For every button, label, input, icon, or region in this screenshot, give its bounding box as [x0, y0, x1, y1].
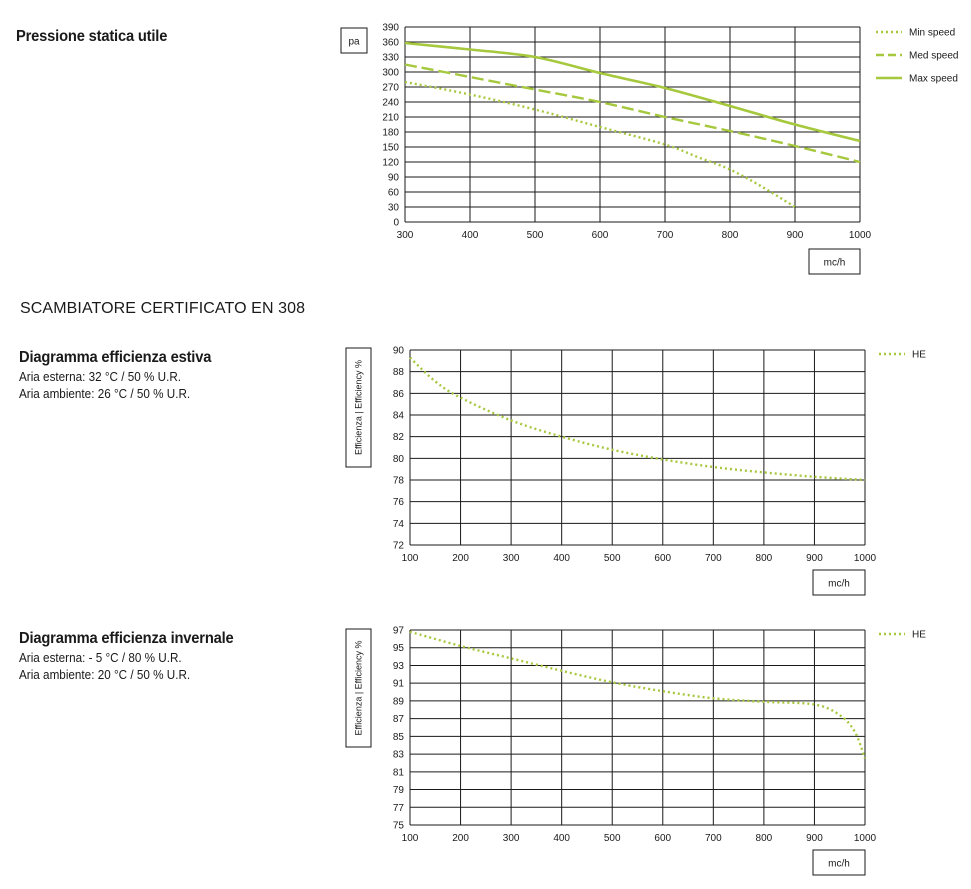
chart-1-y-tick-label: 60	[387, 187, 399, 199]
chart-1-y-tick-label: 120	[382, 157, 399, 169]
chart-1-y-tick-label: 150	[382, 142, 399, 154]
chart-1-x-tick-label: 900	[786, 230, 804, 241]
chart-2-y-tick-label: 86	[392, 388, 404, 400]
chart-3-x-tick-label: 900	[806, 833, 823, 844]
chart-3-subtitle-1: Aria esterna: - 5 °C / 80 % U.R.	[19, 650, 182, 665]
chart-1-series-line-max-speed	[405, 43, 860, 141]
chart-2-x-tick-label: 200	[452, 553, 469, 564]
chart-1-y-tick-label: 210	[382, 112, 399, 124]
chart-3-x-tick-label: 200	[452, 833, 469, 844]
chart-2-x-tick-label: 1000	[853, 553, 877, 564]
chart-1-legend-label-min-speed: Min speed	[909, 27, 956, 39]
chart-3-y-tick-label: 95	[392, 643, 404, 655]
chart-3-x-tick-label: 700	[704, 833, 722, 844]
chart-1-y-tick-label: 240	[382, 97, 399, 109]
chart-1-legend-label-med-speed: Med speed	[909, 50, 959, 62]
chart-2-y-tick-label: 88	[392, 367, 404, 379]
chart-3-x-tick-label: 400	[553, 833, 571, 844]
chart-2-y-axis-label: Efficienza | Efficiency %	[353, 359, 364, 456]
chart-3-y-tick-label: 83	[392, 749, 404, 761]
chart-3-x-tick-label: 1000	[853, 833, 877, 844]
chart-2-x-tick-label: 500	[603, 553, 621, 564]
chart-3-series-line-he	[410, 632, 865, 759]
chart-2-y-tick-label: 72	[392, 540, 404, 552]
chart-2-series-line-he	[410, 358, 865, 480]
chart-3-y-tick-label: 81	[392, 767, 404, 779]
chart-2-y-tick-label: 76	[392, 497, 404, 509]
chart-3-y-axis-label: Efficienza | Efficiency %	[353, 640, 364, 736]
section-heading: SCAMBIATORE CERTIFICATO EN 308	[20, 300, 306, 317]
chart-2-x-tick-label: 100	[401, 553, 419, 564]
chart-2-y-tick-label: 78	[392, 475, 404, 487]
chart-2-subtitle-2: Aria ambiente: 26 °C / 50 % U.R.	[19, 386, 191, 401]
chart-1-legend-label-max-speed: Max speed	[909, 73, 958, 85]
chart-2-y-tick-label: 82	[392, 432, 404, 444]
chart-1-x-tick-label: 1000	[848, 230, 872, 241]
chart-1-x-tick-label: 500	[526, 230, 544, 241]
chart-1-y-tick-label: 30	[387, 202, 399, 214]
chart-2-subtitle-1: Aria esterna: 32 °C / 50 % U.R.	[19, 369, 182, 384]
chart-1-x-tick-label: 400	[461, 230, 479, 241]
chart-2-y-tick-label: 90	[392, 345, 404, 357]
chart-1-y-tick-label: 0	[393, 217, 399, 229]
chart-3-y-tick-label: 87	[392, 714, 404, 726]
chart-3-y-tick-label: 85	[392, 731, 404, 743]
chart-1-y-tick-label: 300	[382, 67, 399, 79]
chart-1-x-axis-label: mc/h	[823, 257, 846, 269]
chart-2-x-tick-label: 400	[553, 553, 571, 564]
chart-1-y-tick-label: 180	[382, 127, 399, 139]
chart-3-x-tick-label: 500	[603, 833, 621, 844]
chart-2-x-axis-label: mc/h	[828, 578, 850, 590]
chart-1-y-tick-label: 390	[382, 22, 399, 34]
chart-2-x-tick-label: 300	[502, 553, 520, 564]
chart-3-y-tick-label: 93	[392, 660, 404, 672]
chart-2-y-tick-label: 74	[392, 518, 404, 530]
chart-1-x-tick-label: 300	[396, 230, 414, 241]
chart-3-title: Diagramma efficienza invernale	[19, 630, 234, 647]
chart-3-x-axis-label: mc/h	[828, 858, 850, 870]
chart-2-x-tick-label: 800	[755, 553, 773, 564]
chart-3-y-tick-label: 91	[392, 678, 404, 690]
chart-3-subtitle-2: Aria ambiente: 20 °C / 50 % U.R.	[19, 667, 191, 682]
chart-2-x-tick-label: 600	[654, 553, 672, 564]
chart-3-x-tick-label: 800	[755, 833, 773, 844]
chart-3-y-tick-label: 89	[392, 696, 404, 708]
chart-3-x-tick-label: 100	[401, 833, 419, 844]
chart-1-title: Pressione statica utile	[16, 28, 168, 45]
chart-3-x-tick-label: 300	[502, 833, 520, 844]
chart-2-y-tick-label: 84	[392, 410, 404, 422]
chart-1-y-tick-label: 270	[382, 82, 399, 94]
chart-1-x-tick-label: 600	[591, 230, 609, 241]
chart-2-x-tick-label: 700	[704, 553, 722, 564]
chart-3-y-tick-label: 97	[392, 625, 404, 637]
chart-1-y-tick-label: 360	[382, 37, 399, 49]
chart-2-x-tick-label: 900	[806, 553, 823, 564]
chart-3-y-tick-label: 79	[392, 785, 404, 797]
chart-3-y-tick-label: 75	[392, 820, 404, 832]
chart-3-legend-label-he: HE	[912, 629, 926, 641]
chart-2-legend-label-he: HE	[912, 349, 926, 361]
chart-2-title: Diagramma efficienza estiva	[19, 349, 212, 366]
chart-1-y-axis-label: pa	[348, 36, 360, 48]
chart-1-x-tick-label: 700	[656, 230, 674, 241]
chart-1-x-tick-label: 800	[721, 230, 739, 241]
chart-1-y-tick-label: 330	[382, 52, 399, 64]
chart-1-y-tick-label: 90	[387, 172, 399, 184]
chart-3-x-tick-label: 600	[654, 833, 672, 844]
chart-2-y-tick-label: 80	[392, 453, 404, 465]
chart-3-y-tick-label: 77	[392, 802, 404, 814]
